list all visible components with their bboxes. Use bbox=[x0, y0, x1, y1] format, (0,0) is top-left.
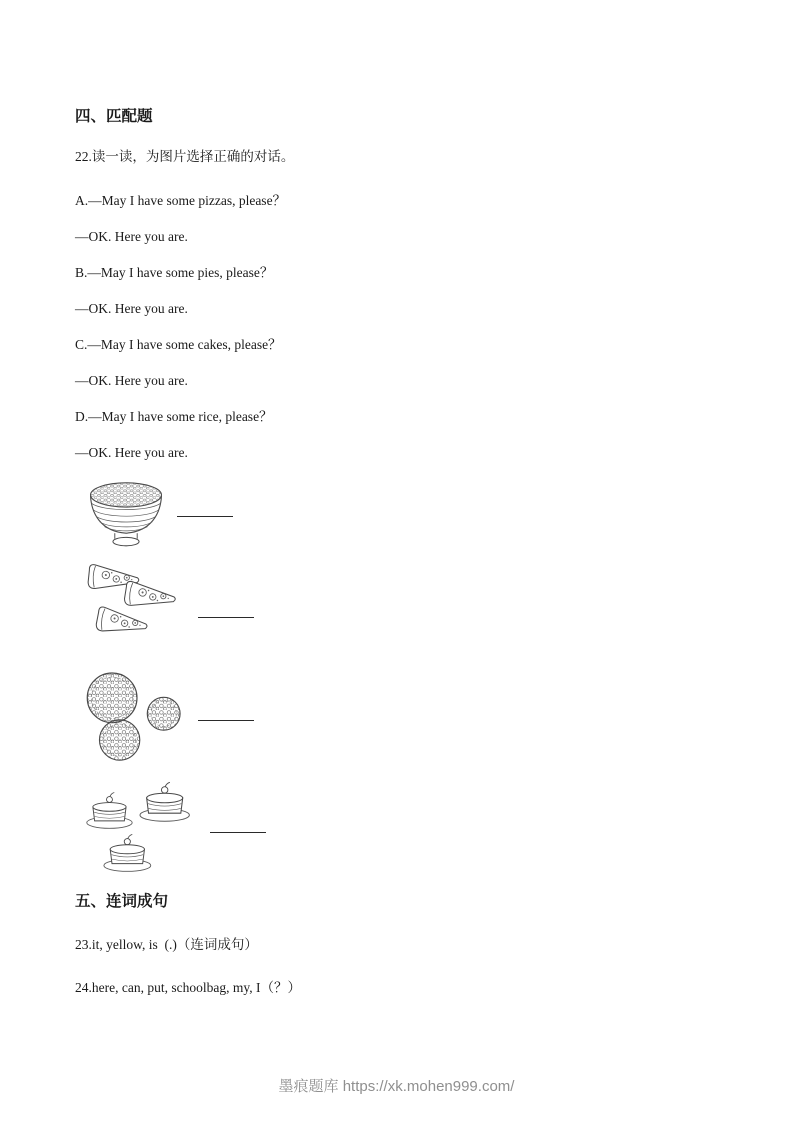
answer-blank-rice bbox=[177, 516, 233, 517]
dialogue-d-answer: —OK. Here you are. bbox=[75, 445, 188, 460]
answer-blank-pies bbox=[198, 720, 254, 721]
question-22-prompt: 22.读一读，为图片选择正确的对话。 bbox=[75, 149, 295, 164]
dialogue-a-question: A.—May I have some pizzas, please？ bbox=[75, 193, 287, 208]
question-23: 23.it, yellow, is (.)（连词成句） bbox=[75, 937, 258, 952]
section-sentence-title: 五、连词成句 bbox=[75, 893, 169, 910]
cakes-icon bbox=[84, 777, 196, 875]
footer-watermark: 墨痕题库 https://xk.mohen999.com/ bbox=[278, 1078, 515, 1095]
rice-bowl-icon bbox=[84, 480, 168, 550]
dialogue-b-question: B.—May I have some pies, please？ bbox=[75, 265, 274, 280]
section-matching-title: 四、匹配题 bbox=[75, 108, 153, 125]
answer-blank-pizza bbox=[198, 617, 254, 618]
matching-figures bbox=[84, 480, 733, 875]
dialogue-a-answer: —OK. Here you are. bbox=[75, 229, 188, 244]
dialogue-d-question: D.—May I have some rice, please？ bbox=[75, 409, 273, 424]
worksheet-content bbox=[75, 104, 733, 1021]
answer-blank-cakes bbox=[210, 832, 266, 833]
figure-row-rice bbox=[84, 480, 733, 550]
question-24: 24.here, can, put, schoolbag, my, I（？） bbox=[75, 980, 301, 995]
berry-pies-icon bbox=[84, 670, 189, 765]
dialogue-b-answer: —OK. Here you are. bbox=[75, 301, 188, 316]
figure-row-cakes bbox=[84, 777, 733, 875]
figure-row-pizza bbox=[84, 562, 733, 658]
dialogue-c-answer: —OK. Here you are. bbox=[75, 373, 188, 388]
dialogue-c-question: C.—May I have some cakes, please？ bbox=[75, 337, 282, 352]
figure-row-pies bbox=[84, 670, 733, 765]
pizza-slices-icon bbox=[84, 562, 189, 658]
